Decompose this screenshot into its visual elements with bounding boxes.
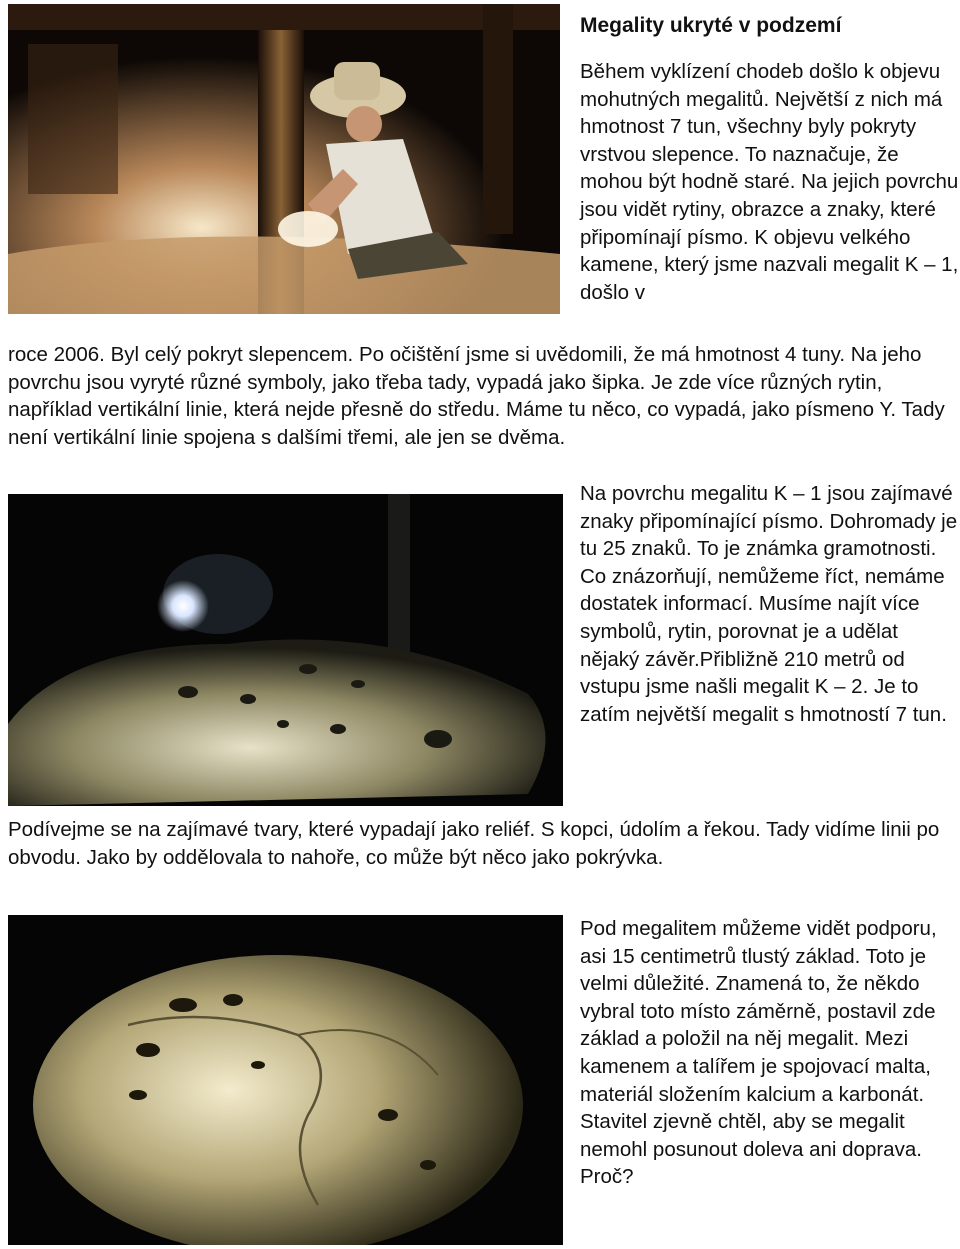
paragraph-3-side: Pod megalitem můžeme vidět podporu, asi 15 centimetrů tlustý základ. Toto je velmi důležité. Znamená to, že někdo vybral toto místo záměrně, postavil zde základ a položil na něj megalit. Mezi kamenem a talířem je spojovací malta, materiál složením kalcium a karbonát. Stavitel zjevně chtěl, aby se megalit nemohl posunout doleva ani doprava. Proč? [580, 917, 937, 1189]
paragraph-2-side: Na povrchu megalitu K – 1 jsou zajímavé znaky připomínající písmo. Dohromady je tu 25 znaků. To je známka gramotnosti. Co znázorňují, nemůžeme říct, nemáme dostatek informací. Musíme najít více symbolů, rytin, porovnat je a udělat nějaký závěr.Přibližně 210 metrů od vstupu jsme našli megalit K – 2. Je to zatím největší megalit s hmotností 7 tun. [580, 482, 958, 726]
photo-megalith-k2 [8, 915, 563, 1245]
paragraph-1-side: Během vyklízení chodeb došlo k objevu mohutných megalitů. Největší z nich má hmotnost 7 tun, všechny byly pokryty vrstvou slepence. To naznačuje, že mohou být hodně staré. Na jejich povrchu jsou vidět rytiny, obrazce a znaky, které připomínají písmo. K objevu velkého kamene, který jsme nazvali megalit K – 1, došlo v [580, 60, 959, 304]
paragraph-2-full: Podívejme se na zajímavé tvary, které vypadají jako reliéf. S kopci, údolím a řekou. Tady vidíme linii po obvodu. Jako by oddělovala to nahoře, co může být něco jako pokrývka. [8, 818, 940, 869]
photo-man-in-tunnel [8, 4, 560, 314]
article-title: Megality ukryté v podzemí [580, 14, 842, 37]
photo-megalith-k1 [8, 494, 563, 806]
paragraph-1-full: roce 2006. Byl celý pokryt slepencem. Po očištění jsme si uvědomili, že má hmotnost 4 tuny. Na jeho povrchu jsou vyryté různé symboly, jako třeba tady, vypadá jako šipka. Je zde více různých rytin, například vertikální linie, která nejde přesně do středu. Máme tu něco, co vypadá, jako písmeno Y. Tady není vertikální linie spojena s dalšími třemi, ale jen se dvěma. [8, 343, 945, 449]
